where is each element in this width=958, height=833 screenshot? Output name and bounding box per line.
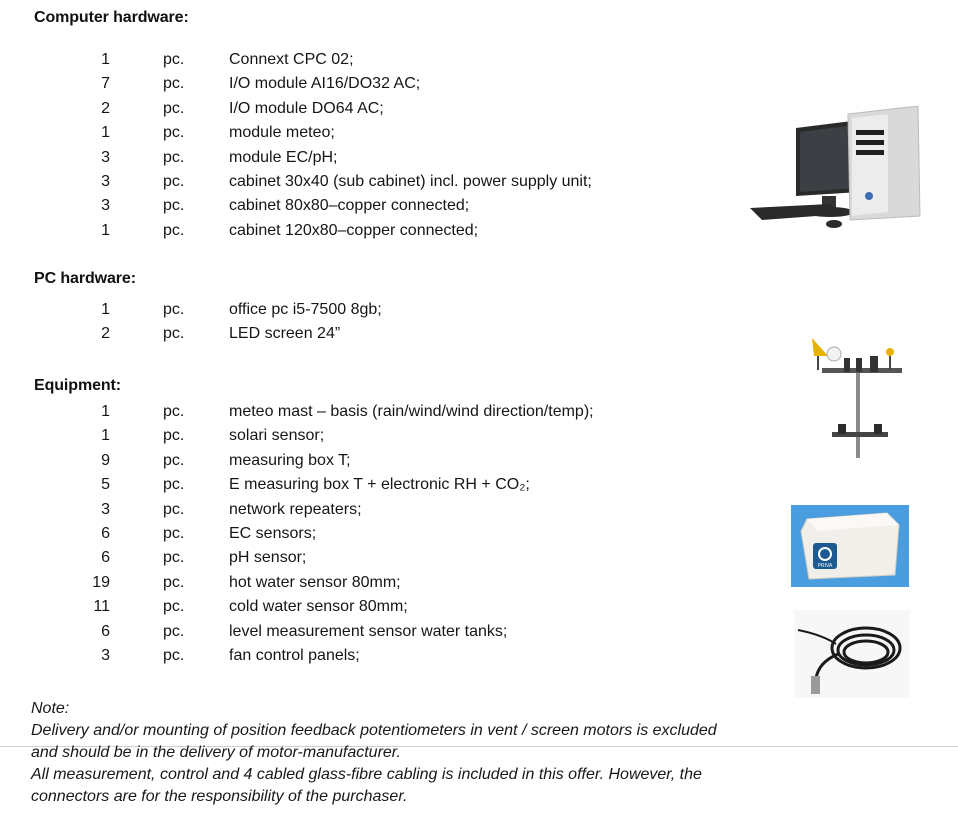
section-heading: Equipment:: [34, 377, 121, 394]
item-description: level measurement sensor water tanks;: [229, 623, 508, 640]
item-quantity: 5: [101, 476, 110, 493]
note-line: and should be in the delivery of motor-manufacturer.: [31, 744, 401, 761]
item-description: cabinet 80x80–copper connected;: [229, 197, 470, 214]
item-description: office pc i5-7500 8gb;: [229, 301, 382, 318]
item-quantity: 3: [101, 149, 110, 166]
item-quantity: 19: [92, 574, 110, 591]
section-heading: PC hardware:: [34, 270, 136, 287]
item-row: [0, 424, 720, 448]
item-description: pH sensor;: [229, 549, 307, 566]
item-quantity: 1: [101, 124, 110, 141]
item-unit: pc.: [163, 197, 185, 214]
item-unit: pc.: [163, 51, 185, 68]
brand-label: PRIVA: [817, 563, 833, 569]
item-description: I/O module AI16/DO32 AC;: [229, 75, 421, 92]
item-row: [0, 449, 720, 473]
item-unit: pc.: [163, 427, 185, 444]
note-line: Delivery and/or mounting of position feedback potentiometers in vent / screen motors is excluded: [31, 722, 717, 739]
item-description: hot water sensor 80mm;: [229, 574, 401, 591]
item-unit: pc.: [163, 325, 185, 342]
item-row: [0, 97, 720, 121]
item-quantity: 6: [101, 549, 110, 566]
item-row: [0, 400, 720, 424]
item-description: network repeaters;: [229, 501, 362, 518]
item-unit: pc.: [163, 173, 185, 190]
item-description: meteo mast – basis (rain/wind/wind direction/temp);: [229, 403, 594, 420]
item-row: [0, 620, 720, 644]
measuring-box-icon: [791, 505, 909, 587]
section-heading: Computer hardware:: [34, 9, 189, 26]
item-row: [0, 546, 720, 570]
item-quantity: 9: [101, 452, 110, 469]
item-unit: pc.: [163, 574, 185, 591]
item-row: [0, 170, 720, 194]
item-unit: pc.: [163, 301, 185, 318]
desktop-computer-icon: [748, 100, 948, 232]
note-label: Note:: [31, 700, 70, 717]
item-quantity: 2: [101, 100, 110, 117]
item-quantity: 6: [101, 623, 110, 640]
item-unit: pc.: [163, 647, 185, 664]
item-row: [0, 298, 720, 322]
item-description: Connext CPC 02;: [229, 51, 354, 68]
item-description: module meteo;: [229, 124, 335, 141]
item-row: [0, 498, 720, 522]
item-row: [0, 571, 720, 595]
weather-station-icon: [808, 330, 908, 470]
item-unit: pc.: [163, 100, 185, 117]
item-description: solari sensor;: [229, 427, 325, 444]
item-quantity: 3: [101, 647, 110, 664]
item-unit: pc.: [163, 75, 185, 92]
item-unit: pc.: [163, 501, 185, 518]
item-quantity: 1: [101, 403, 110, 420]
item-description: measuring box T;: [229, 452, 351, 469]
item-description: EC sensors;: [229, 525, 317, 542]
item-unit: pc.: [163, 403, 185, 420]
item-row: [0, 644, 720, 668]
item-unit: pc.: [163, 452, 185, 469]
cable-sensor-icon: [794, 610, 910, 698]
item-quantity: 2: [101, 325, 110, 342]
item-description: cabinet 30x40 (sub cabinet) incl. power supply unit;: [229, 173, 592, 190]
item-quantity: 1: [101, 51, 110, 68]
note-line: connectors are for the responsibility of the purchaser.: [31, 788, 408, 805]
item-description: cold water sensor 80mm;: [229, 598, 408, 615]
item-row: [0, 522, 720, 546]
item-quantity: 1: [101, 222, 110, 239]
item-unit: pc.: [163, 623, 185, 640]
item-description: E measuring box T + electronic RH + CO₂;: [229, 476, 530, 493]
note-line: All measurement, control and 4 cabled glass-fibre cabling is included in this offer. However, the: [31, 766, 702, 783]
item-quantity: 1: [101, 427, 110, 444]
item-quantity: 7: [101, 75, 110, 92]
item-row: [0, 595, 720, 619]
item-unit: pc.: [163, 149, 185, 166]
item-description: cabinet 120x80–copper connected;: [229, 222, 479, 239]
item-row: [0, 219, 720, 243]
item-description: LED screen 24”: [229, 325, 341, 342]
item-row: [0, 72, 720, 96]
note-block: [31, 698, 891, 808]
item-description: fan control panels;: [229, 647, 360, 664]
item-row: [0, 121, 720, 145]
item-description: I/O module DO64 AC;: [229, 100, 384, 117]
item-unit: pc.: [163, 549, 185, 566]
item-quantity: 6: [101, 525, 110, 542]
item-unit: pc.: [163, 598, 185, 615]
item-row: [0, 473, 720, 497]
item-quantity: 3: [101, 197, 110, 214]
item-quantity: 11: [93, 598, 110, 615]
item-row: [0, 146, 720, 170]
item-quantity: 3: [101, 173, 110, 190]
item-row: [0, 194, 720, 218]
item-quantity: 1: [101, 301, 110, 318]
item-description: module EC/pH;: [229, 149, 338, 166]
item-unit: pc.: [163, 222, 185, 239]
item-row: [0, 48, 720, 72]
item-quantity: 3: [101, 501, 110, 518]
item-unit: pc.: [163, 124, 185, 141]
item-unit: pc.: [163, 525, 185, 542]
item-unit: pc.: [163, 476, 185, 493]
item-row: [0, 322, 720, 346]
